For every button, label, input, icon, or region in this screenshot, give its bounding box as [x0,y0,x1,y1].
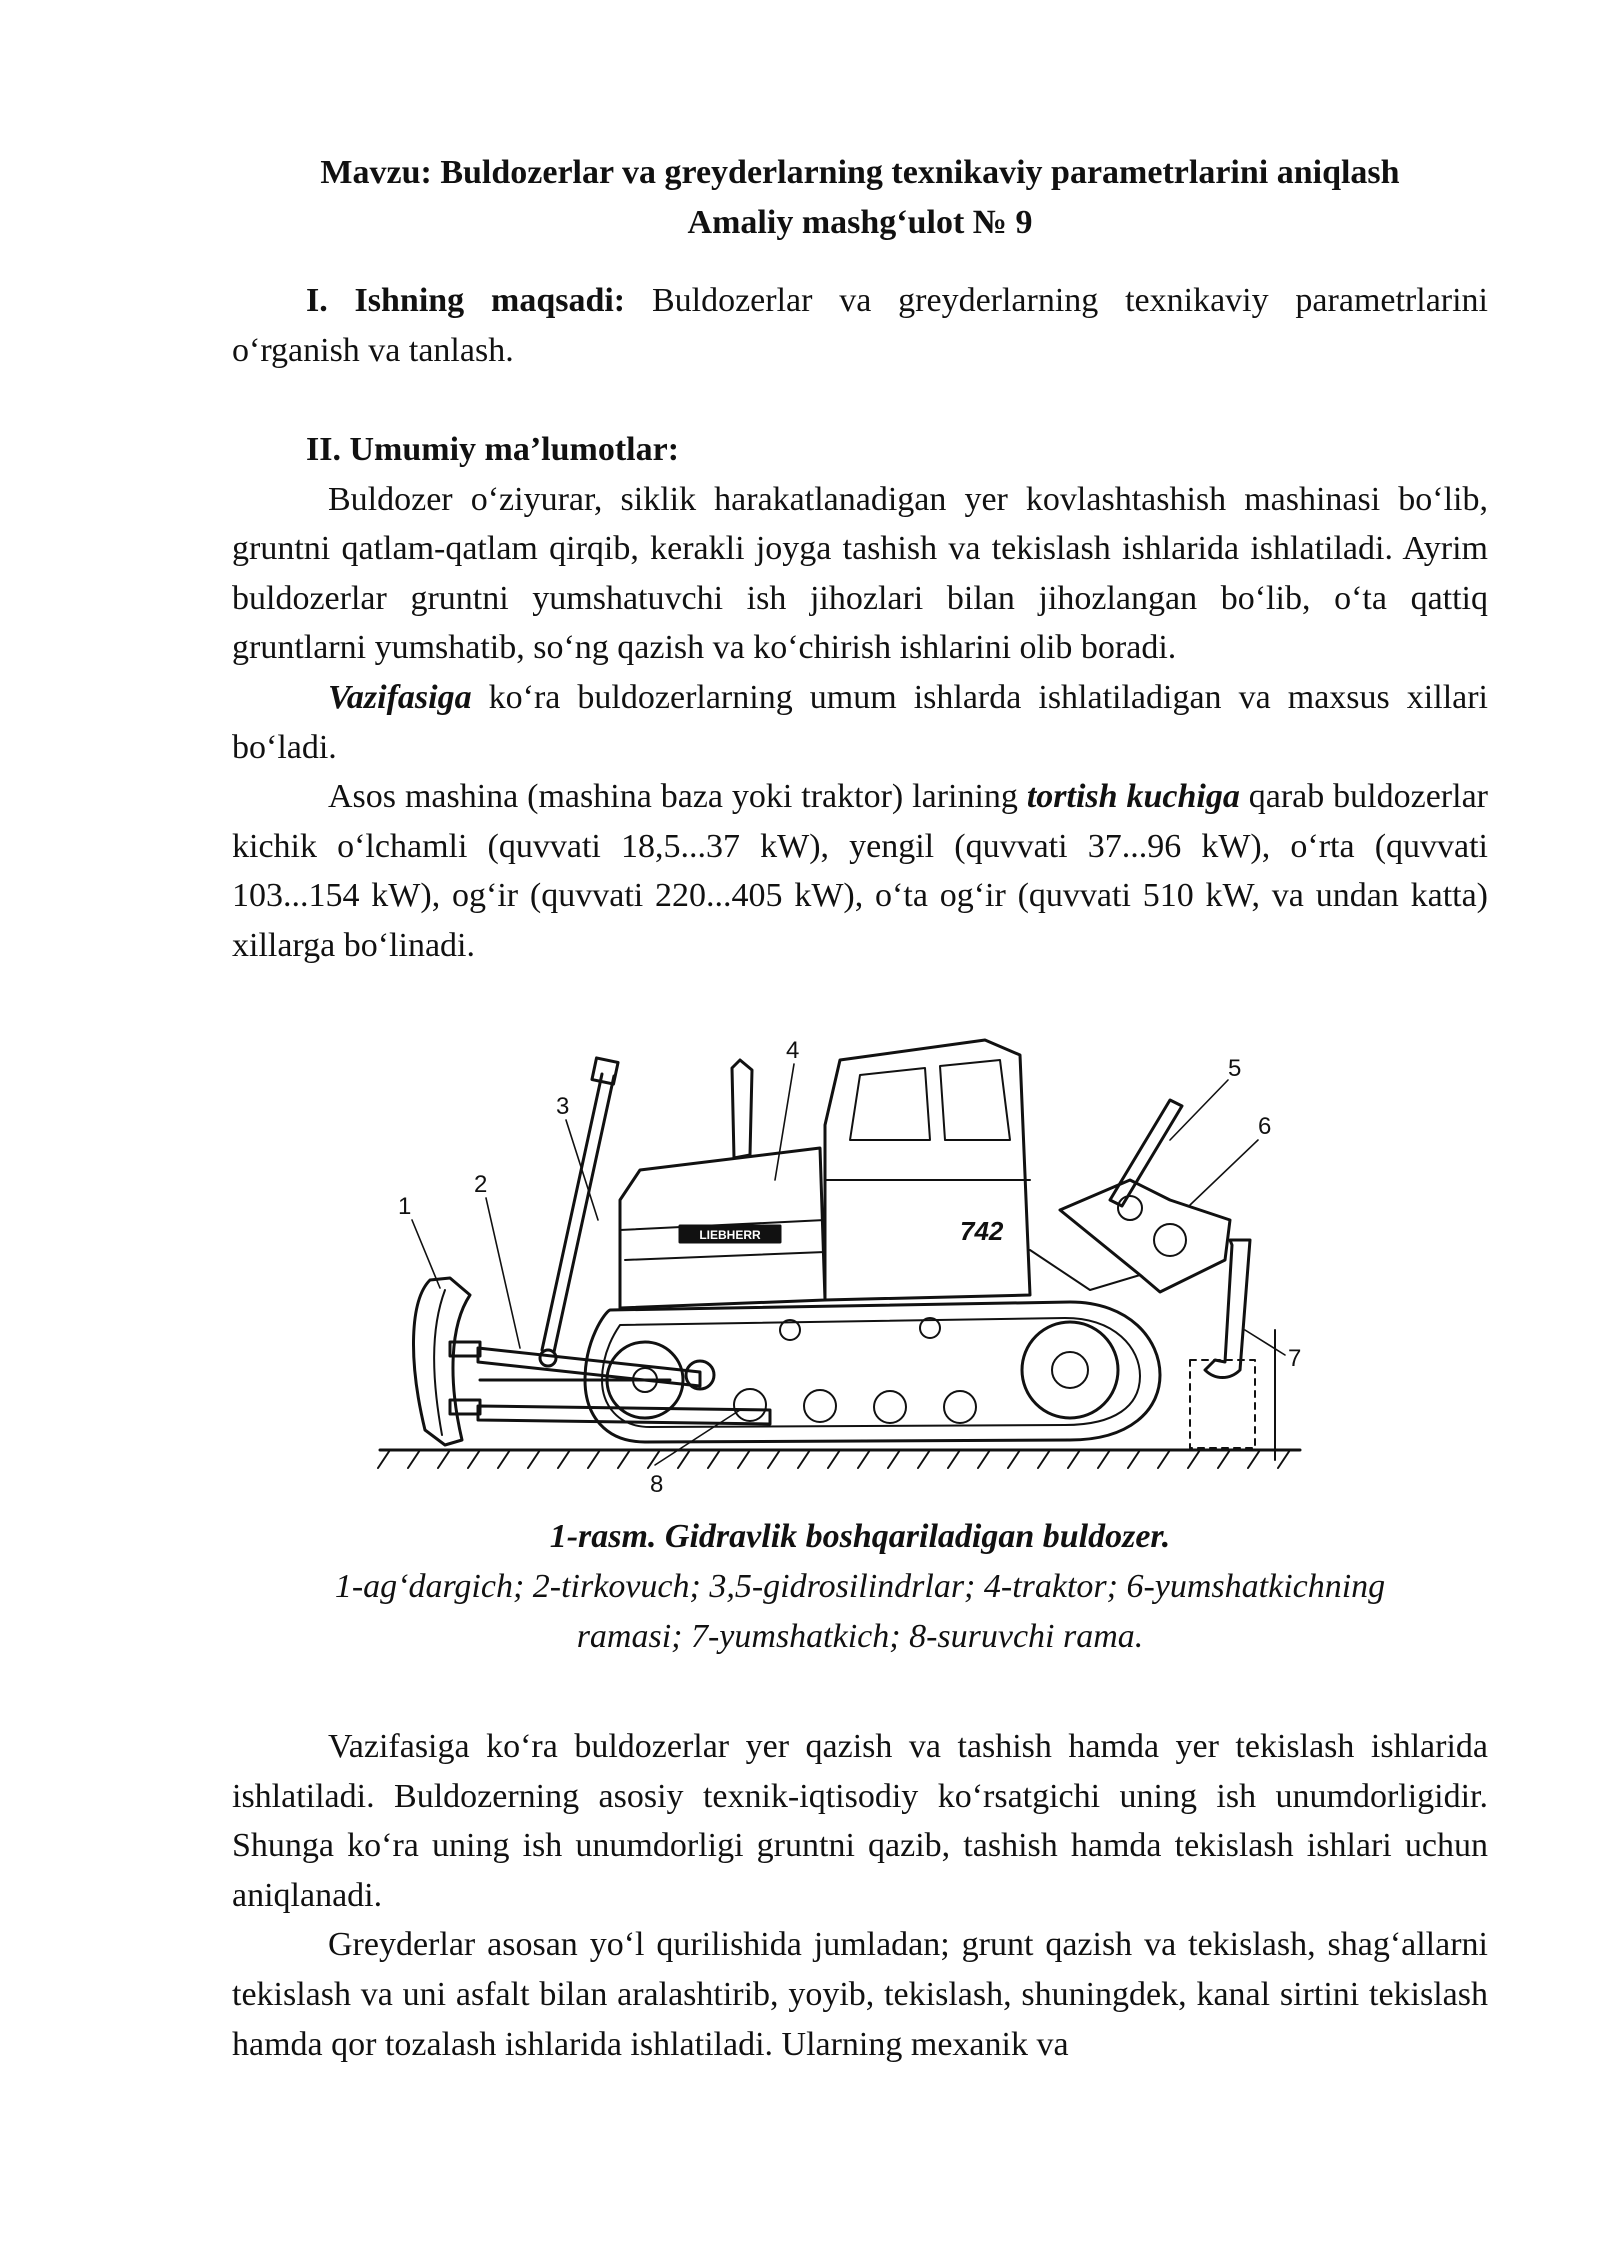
paragraph-bulldozer-productivity: Vazifasiga ko‘ra buldozerlar yer qazish va tashish hamda yer tekislash ishlarida ishlatiladi. Buldozerning asosiy texnik-iqtisodiy ko‘rsatgichi uning ish unumdorligidir. Shunga ko‘ra uning ish unumdorligi gruntni qazib, tashish hamda tekislash ishlari uchun aniqlanadi. [232,1728,1488,1914]
figure-caption-line2: ramasi; 7-yumshatkich; 8-suruvchi rama. [576,1618,1144,1655]
figure-caption [232,1512,1488,1662]
callout-8: 8 [650,1471,664,1498]
callout-2: 2 [474,1171,488,1198]
section-continuation [232,1722,1488,2069]
section-goal-text: Buldozerlar va greyderlarning texnikaviy parametrlarini o‘rganish va tanlash. [232,282,1488,369]
document-header [232,148,1488,247]
paragraph-bulldozer-definition: Buldozer o‘ziyurar, siklik harakatlanadigan yer kovlashtashish mashinasi bo‘lib, gruntni qatlam-qatlam qirqib, kerakli joyga tashish va tekislash ishlarida ishlatiladi. Ayrim buldozerlar gruntni yumshatuvchi ish jihozlari bilan jihozlangan bo‘lib, o‘ta qattiq gruntlarni yumshatib, so‘ng qazish va ko‘chirish ishlarini olib boradi. [232,480,1488,667]
callout-1: 1 [398,1193,412,1220]
figure-caption-title: 1-rasm. Gidravlik boshqariladigan buldozer. [549,1518,1171,1555]
classification-rest: qarab buldozerlar kichik o‘lchamli (quvvati 18,5...37 kW), yengil (quvvati 37...96 kW), o‘rta (quvvati 103...154 kW), og‘ir (quvvati 220...405 kW), o‘ta og‘ir (quvvati 510 kW, va undan katta) xillarga bo‘linadi. [232,778,1488,964]
section-general-label: II. Umumiy ma’lumotlar: [306,431,680,468]
section-goal-label: I. Ishning maqsadi: [306,282,626,319]
bulldozer-figure [370,1030,1310,1500]
topic-title: Mavzu: Buldozerlar va greyderlarning texnikaviy parametrlarini aniqlash [320,154,1400,191]
crawler-track [585,1302,1160,1442]
engine-hood [620,1148,825,1308]
classification-start: Asos mashina (mashina baza yoki traktor) larining [328,778,1027,816]
callout-3: 3 [556,1093,570,1120]
paragraph-graders: Greyderlar asosan yo‘l qurilishida jumladan; grunt qazish va tekislash, shag‘allarni tekislash va uni asfalt bilan aralashtirib, yoyib, tekislash, shuningdek, kanal sirtini tekislash hamda qor tozalash ishlarida ishlatiladi. Ularning mexanik va [232,1926,1488,2063]
lesson-title: Amaliy mashg‘ulot № 9 [687,203,1033,241]
purpose-text: ko‘ra buldozerlarning umum ishlarda ishlatiladigan va maxsus xillari bo‘ladi. [232,678,1488,766]
purpose-emphasis: Vazifasiga [328,678,472,716]
section-goal [232,276,1488,375]
exhaust-pipe [732,1060,752,1158]
operator-cab [825,1040,1030,1300]
hydraulic-cylinder [540,1058,618,1366]
section-general-info [232,425,1488,971]
callout-5: 5 [1228,1055,1242,1082]
callout-6: 6 [1258,1113,1272,1140]
callout-7: 7 [1288,1345,1302,1372]
classification-emphasis: tortish kuchiga [1026,778,1240,816]
ground-line [378,1450,1300,1468]
paragraph-classification [232,772,1488,970]
model-label: 742 [960,1216,1004,1246]
callout-4: 4 [786,1037,800,1064]
brand-label: LIEBHERR [699,1228,761,1242]
figure-caption-line1: 1-ag‘dargich; 2-tirkovuch; 3,5-gidrosilindrlar; 4-traktor; 6-yumshatkichning [334,1568,1386,1605]
blade [414,1278,480,1445]
paragraph-purpose [232,673,1488,772]
